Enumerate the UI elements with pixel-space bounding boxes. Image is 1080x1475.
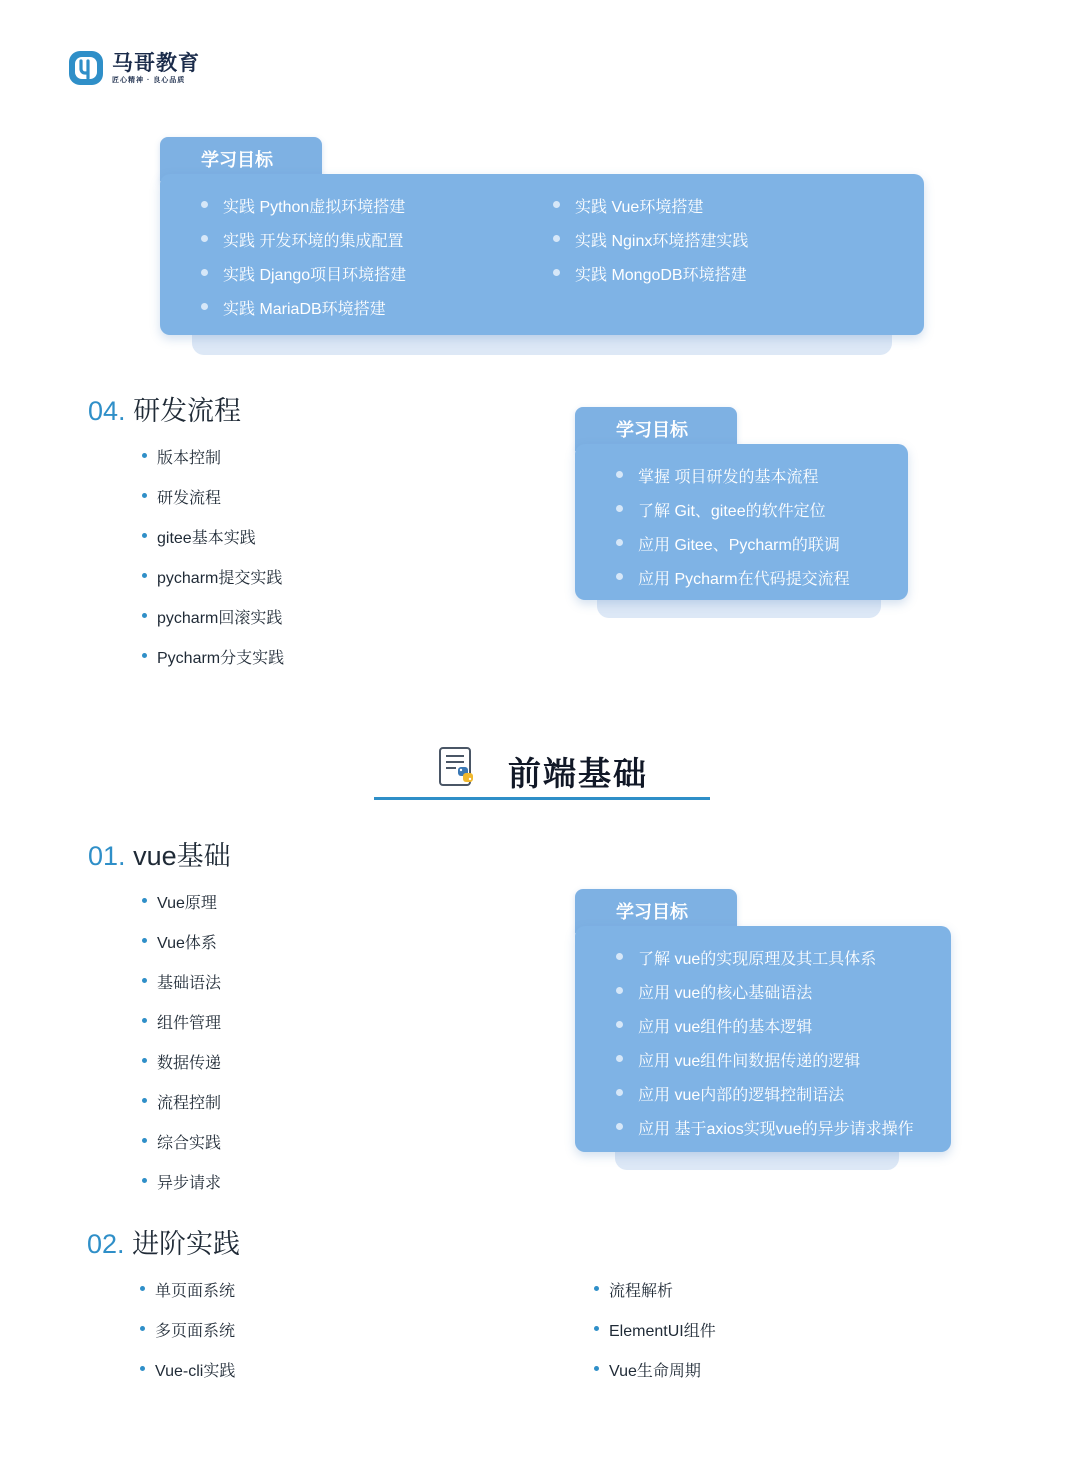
- section-number: 01.: [88, 841, 126, 871]
- list-item: Pycharm分支实践: [157, 645, 284, 668]
- goal-card-body: [575, 926, 951, 1152]
- list-item: ElementUI组件: [609, 1318, 716, 1341]
- goal-card-vue-basics: [575, 889, 951, 1173]
- goal-item: 了解 Git、gitee的软件定位: [638, 498, 826, 521]
- list-item: Vue原理: [157, 890, 217, 913]
- logo-mark-icon: [68, 50, 104, 86]
- section-number: 02.: [87, 1229, 125, 1259]
- goal-card-title: 学习目标: [201, 150, 273, 170]
- python-document-icon: [438, 746, 478, 788]
- goal-item: 实践 Nginx环境搭建实践: [575, 228, 748, 251]
- list-item: 流程解析: [609, 1278, 673, 1301]
- list-item: 数据传递: [157, 1050, 221, 1073]
- list-item: 基础语法: [157, 970, 221, 993]
- goal-item: 应用 Pycharm在代码提交流程: [638, 566, 850, 589]
- goal-item: 实践 开发环境的集成配置: [223, 228, 403, 251]
- brand-logo: [68, 50, 200, 86]
- list-item: Vue生命周期: [609, 1358, 701, 1381]
- list-item: 版本控制: [157, 445, 221, 468]
- list-item: 异步请求: [157, 1170, 221, 1193]
- goal-card-title: 学习目标: [616, 902, 688, 922]
- list-item: 组件管理: [157, 1010, 221, 1033]
- list-item: 研发流程: [157, 485, 221, 508]
- section-number: 04.: [88, 396, 126, 426]
- goal-item: 实践 MongoDB环境搭建: [575, 262, 747, 285]
- goal-card-body: [160, 174, 924, 335]
- goal-card-dev-process: [575, 407, 908, 619]
- goal-item: 应用 vue内部的逻辑控制语法: [638, 1082, 844, 1105]
- goal-item: 应用 vue的核心基础语法: [638, 980, 812, 1003]
- section-title-dev-process: [88, 389, 241, 428]
- section-title-advanced: [87, 1222, 240, 1261]
- list-item: gitee基本实践: [157, 525, 256, 548]
- goal-item: 应用 vue组件的基本逻辑: [638, 1014, 812, 1037]
- chapter-underline: [374, 797, 710, 800]
- list-item: 综合实践: [157, 1130, 221, 1153]
- section-title-vue-basics: [88, 834, 231, 873]
- list-item: Vue-cli实践: [155, 1358, 235, 1381]
- section-title-text: 研发流程: [133, 396, 242, 426]
- brand-name: 马哥教育: [112, 51, 200, 75]
- chapter-banner: [374, 744, 710, 801]
- brand-slogan: 匠心精神 · 良心品质: [112, 76, 186, 84]
- section-title-text: 进阶实践: [132, 1229, 241, 1259]
- goal-item: 应用 vue组件间数据传递的逻辑: [638, 1048, 860, 1071]
- section-title-text: vue基础: [133, 841, 231, 871]
- goal-item: 应用 基于axios实现vue的异步请求操作: [638, 1116, 914, 1139]
- goal-item: 实践 MariaDB环境搭建: [223, 296, 386, 319]
- goal-item: 实践 Vue环境搭建: [575, 194, 703, 217]
- goal-item: 应用 Gitee、Pycharm的联调: [638, 532, 840, 555]
- goal-card-environment: [160, 137, 924, 357]
- goal-item: 实践 Python虚拟环境搭建: [223, 194, 405, 217]
- goal-item: 掌握 项目研发的基本流程: [638, 464, 818, 487]
- list-item: 单页面系统: [155, 1278, 235, 1301]
- goal-item: 实践 Django项目环境搭建: [223, 262, 406, 285]
- list-item: 流程控制: [157, 1090, 221, 1113]
- list-item: 多页面系统: [155, 1318, 235, 1341]
- goal-card-title: 学习目标: [616, 420, 688, 440]
- list-item: Vue体系: [157, 930, 217, 953]
- list-item: pycharm回滚实践: [157, 605, 282, 628]
- list-item: pycharm提交实践: [157, 565, 282, 588]
- goal-card-body: [575, 444, 908, 600]
- goal-item: 了解 vue的实现原理及其工具体系: [638, 946, 876, 969]
- chapter-title: 前端基础: [508, 755, 648, 792]
